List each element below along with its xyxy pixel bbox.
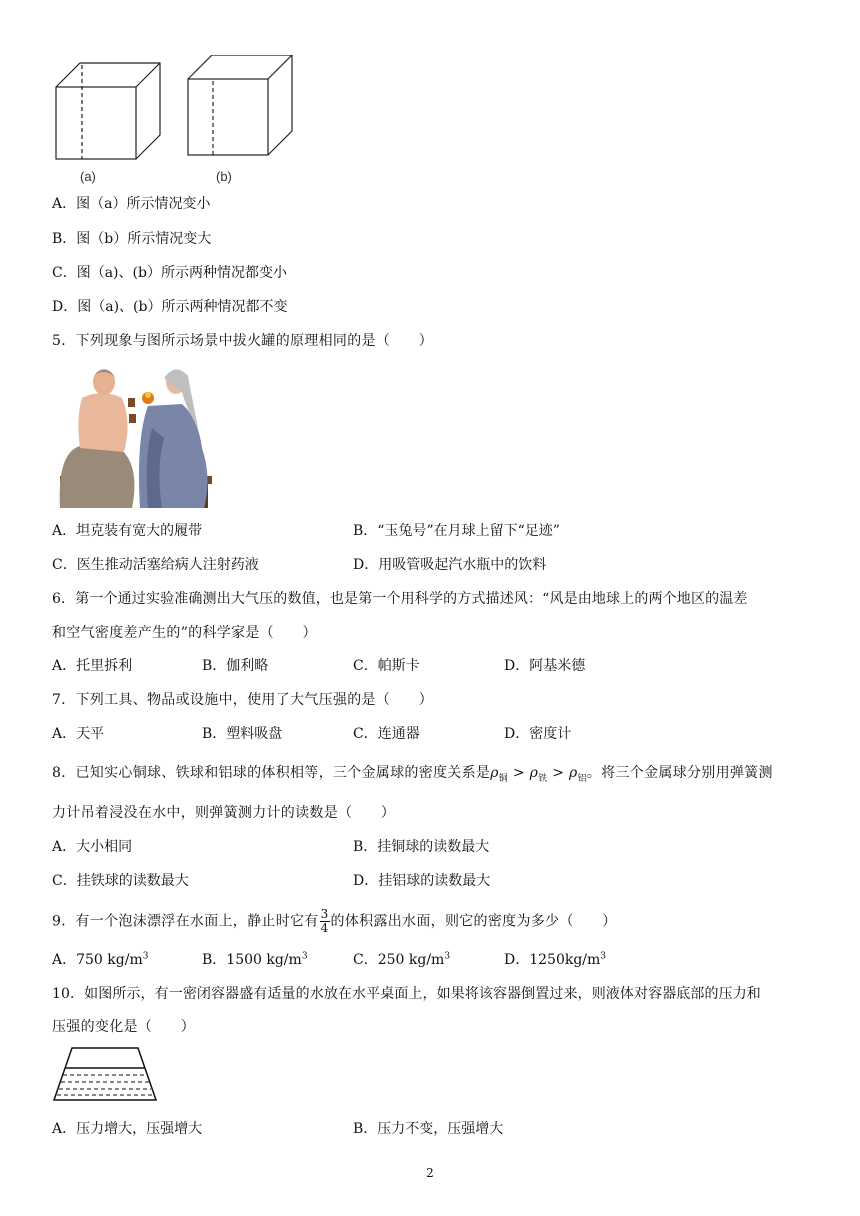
q10-stem-line2: 压强的变化是（ ） (52, 1019, 195, 1035)
q8-option-c: C．挂铁球的读数最大 (52, 873, 189, 889)
q7-option-c: C．连通器 (353, 726, 420, 742)
q5-option-d: D．用吸管吸起汽水瓶中的饮料 (353, 557, 547, 573)
q4-option-d: D．图（a)、(b）所示两种情况都不变 (52, 299, 288, 315)
q6-stem-line2: 和空气密度差产生的”的科学家是（ ） (52, 625, 317, 641)
q7-option-d: D．密度计 (504, 726, 572, 742)
q8-option-d: D．挂铝球的读数最大 (353, 873, 491, 889)
q5-option-b: B．“玉兔号”在月球上留下“足迹” (353, 523, 560, 539)
q9-option-c (353, 950, 450, 970)
q10-option-a: A．压力增大，压强增大 (52, 1121, 203, 1137)
gt-1: > (512, 765, 525, 781)
q6-option-a: A．托里拆利 (52, 658, 133, 674)
q8-stem-line1 (52, 763, 773, 783)
q10-stem-line1: 10．如图所示，有一密闭容器盛有适量的水放在水平桌面上，如果将该容器倒置过来，则液体对容器底部的压力和 (52, 986, 761, 1002)
fraction-denominator: 4 (320, 921, 329, 935)
q9-option-c-text: C．250 kg/m (353, 952, 445, 968)
q9-option-a (52, 950, 148, 970)
q6-option-d: D．阿基米德 (504, 658, 586, 674)
fraction-numerator: 3 (320, 907, 329, 921)
q9-stem-post: 的体积露出水面，则它的密度为多少（ ） (330, 913, 617, 930)
q8-stem-post: 。将三个金属球分别用弹簧测 (586, 765, 773, 781)
label-a: (a) (80, 169, 96, 184)
gt-2: > (552, 765, 565, 781)
q9-option-b-text: B．1500 kg/m (202, 952, 302, 968)
q4-option-c: C．图（a)、(b）所示两种情况都变小 (52, 265, 287, 281)
q8-option-b: B．挂铜球的读数最大 (353, 839, 490, 855)
rho-aluminum: ρ (569, 765, 578, 781)
q9-option-d (504, 950, 606, 970)
q7-option-a: A．天平 (52, 726, 105, 742)
q5-option-c: C．医生推动活塞给病人注射药液 (52, 557, 259, 573)
rho-iron: ρ (529, 765, 539, 781)
cube-figure (50, 55, 310, 190)
q5-option-a: A．坦克装有宽大的履带 (52, 523, 203, 539)
q9-option-a-text: A．750 kg/m (52, 952, 143, 968)
q9-option-c-exp: 3 (444, 951, 451, 962)
q6-stem-line1: 6．第一个通过实验准确测出大气压的数值，也是第一个用科学的方式描述风：“风是由地球上的两个地区的温差 (52, 591, 748, 607)
cupping-illustration (52, 358, 224, 510)
q8-stem-pre: 8．已知实心铜球、铁球和铝球的体积相等，三个金属球的密度关系是 (52, 765, 491, 781)
q9-option-a-exp: 3 (142, 951, 149, 962)
q5-stem: 5．下列现象与图所示场景中拔火罐的原理相同的是（ ） (52, 333, 434, 349)
q9-stem (52, 908, 617, 935)
q4-option-a: A．图（a）所示情况变小 (52, 196, 211, 212)
rho-copper: ρ (490, 765, 499, 781)
q10-option-b: B．压力不变，压强增大 (353, 1121, 504, 1137)
page-number: 2 (426, 1166, 434, 1180)
q8-option-a: A．大小相同 (52, 839, 133, 855)
q4-option-b: B．图（b）所示情况变大 (52, 231, 212, 247)
q9-option-d-exp: 3 (600, 951, 607, 962)
sub-aluminum: 铝 (577, 773, 587, 784)
q9-option-b (202, 950, 308, 970)
q8-stem-line2: 力计吊着浸没在水中，则弹簧测力计的读数是（ ） (52, 805, 396, 821)
sub-iron: 铁 (538, 773, 548, 784)
cube-a (56, 63, 160, 159)
container-figure (50, 1044, 162, 1104)
q9-stem-pre: 9．有一个泡沫漂浮在水面上，静止时它有 (52, 913, 319, 930)
q6-option-c: C．帕斯卡 (353, 658, 420, 674)
fraction-three-quarters (320, 908, 330, 935)
q7-stem: 7．下列工具、物品或设施中，使用了大气压强的是（ ） (52, 692, 434, 708)
q9-option-d-text: D．1250kg/m (504, 952, 601, 968)
sub-copper: 铜 (498, 773, 509, 784)
cube-b (188, 55, 292, 155)
q6-option-b: B．伽利略 (202, 658, 269, 674)
q7-option-b: B．塑料吸盘 (202, 726, 283, 742)
label-b: (b) (216, 169, 232, 184)
q9-option-b-exp: 3 (301, 951, 308, 962)
